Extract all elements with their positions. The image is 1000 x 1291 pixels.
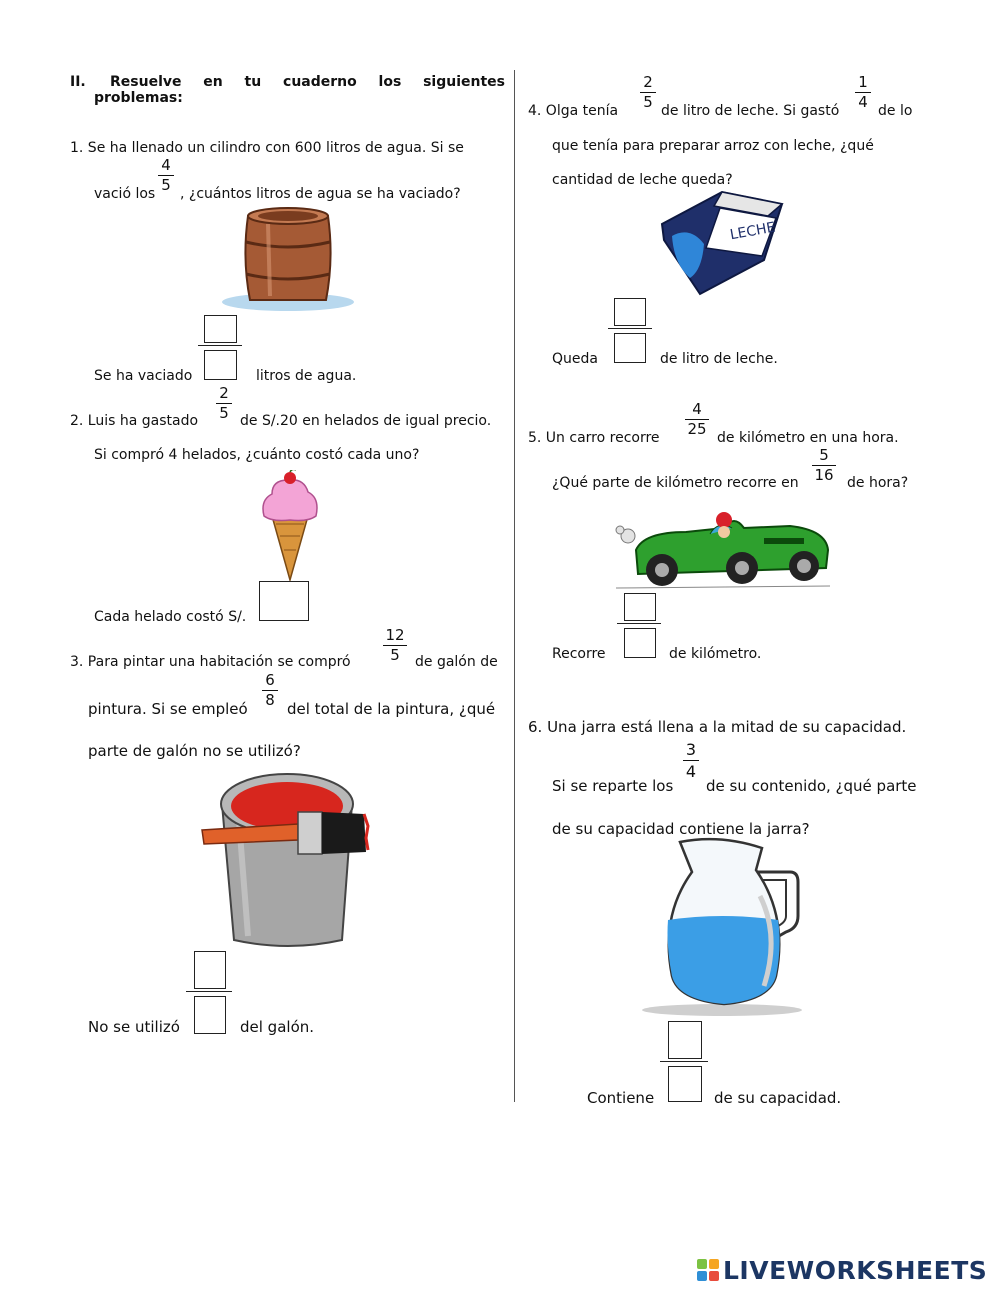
problem-4-line2: que tenía para preparar arroz con leche, ¿qué (552, 138, 874, 154)
problem-4-post: de lo (878, 103, 913, 119)
problem-6-answer-label: Contiene (587, 1089, 655, 1107)
fraction-denominator: 5 (219, 404, 229, 422)
problem-4-fraction-2 (855, 74, 871, 111)
problem-3-post: de galón de (415, 654, 498, 670)
fraction-numerator: 3 (685, 740, 697, 759)
problem-3-answer-unit: del galón. (240, 1018, 315, 1036)
problem-5-line2-pre: ¿Qué parte de kilómetro recorre en (552, 475, 799, 491)
paint-bucket-icon (198, 764, 370, 950)
problem-1-fraction (158, 157, 174, 194)
problem-6-line1: 6. Una jarra está llena a la mitad de su capacidad. (528, 718, 907, 736)
problem-6-line3: de su capacidad contiene la jarra? (552, 820, 810, 838)
fraction-bar (617, 623, 661, 624)
problem-3-pre: 3. Para pintar una habitación se compró (70, 654, 351, 670)
problem-5-answer-unit: de kilómetro. (669, 646, 762, 662)
problem-1-answer-label: Se ha vaciado (94, 368, 193, 384)
fraction-denominator: 5 (161, 176, 171, 194)
problem-6-answer-unit: de su capacidad. (714, 1089, 842, 1107)
fraction-bar (198, 345, 242, 346)
fraction-denominator: 25 (687, 420, 707, 438)
problem-2-answer-box[interactable] (259, 581, 309, 621)
fraction-bar (608, 328, 652, 329)
problem-5-answer-numerator-box[interactable] (624, 593, 656, 621)
problem-2-fraction (216, 385, 232, 422)
fraction-denominator: 8 (265, 691, 275, 709)
problem-4-pre: 4. Olga tenía (528, 103, 619, 119)
ice-cream-icon (258, 470, 322, 582)
problem-2-post: de S/.20 en helados de igual precio. (240, 413, 492, 429)
problem-6-answer-denominator-box[interactable] (668, 1066, 702, 1102)
fraction-denominator: 4 (858, 93, 868, 111)
problem-1-answer-denominator-box[interactable] (204, 350, 237, 380)
fraction-numerator: 4 (161, 156, 171, 174)
fraction-numerator: 2 (219, 384, 229, 402)
problem-5-post: de kilómetro en una hora. (717, 430, 899, 446)
problem-3-answer-numerator-box[interactable] (194, 951, 226, 989)
fraction-bar (660, 1061, 708, 1062)
problem-3-answer-denominator-box[interactable] (194, 996, 226, 1034)
fraction-numerator: 12 (385, 626, 405, 644)
fraction-denominator: 5 (643, 93, 653, 111)
car-icon (614, 508, 832, 590)
problem-5-fraction-2 (812, 447, 836, 484)
problem-4-mid: de litro de leche. Si gastó (661, 103, 840, 119)
column-divider (514, 70, 515, 1102)
milk-carton-icon (660, 186, 784, 298)
liveworksheets-logo (697, 1256, 987, 1284)
heading-line2: problemas: (94, 90, 183, 106)
problem-3-fraction (383, 627, 407, 664)
problem-1-post: , ¿cuántos litros de agua se ha vaciado? (180, 186, 461, 202)
carton-label: LECHE (728, 219, 777, 244)
problem-1-line1: 1. Se ha llenado un cilindro con 600 litros de agua. Si se (70, 140, 464, 156)
problem-2-answer-label: Cada helado costó S/. (94, 609, 247, 625)
fraction-numerator: 5 (819, 446, 829, 464)
problem-3-fraction-2 (262, 672, 278, 709)
problem-2-pre: 2. Luis ha gastado (70, 413, 199, 429)
problem-3-line2-post: del total de la pintura, ¿qué (287, 700, 496, 718)
problem-5-answer-label: Recorre (552, 646, 606, 662)
problem-4-answer-numerator-box[interactable] (614, 298, 646, 326)
fraction-numerator: 6 (265, 671, 275, 689)
problem-6-fraction (683, 740, 699, 781)
barrel-icon (218, 204, 358, 312)
problem-1-pre: vació los (94, 186, 156, 202)
problem-5-pre: 5. Un carro recorre (528, 430, 660, 446)
problem-4-answer-denominator-box[interactable] (614, 333, 646, 363)
logo-blocks-icon (697, 1259, 719, 1281)
problem-5-answer-denominator-box[interactable] (624, 628, 656, 658)
problem-1-answer-numerator-box[interactable] (204, 315, 237, 343)
problem-4-fraction (640, 74, 656, 111)
problem-3-line2-pre: pintura. Si se empleó (88, 700, 248, 718)
problem-3-line3: parte de galón no se utilizó? (88, 742, 301, 760)
fraction-denominator: 4 (685, 762, 697, 781)
problem-4-answer-label: Queda (552, 351, 598, 367)
fraction-denominator: 16 (814, 466, 834, 484)
problem-4-answer-unit: de litro de leche. (660, 351, 778, 367)
problem-3-answer-label: No se utilizó (88, 1018, 180, 1036)
problem-6-line2-post: de su contenido, ¿qué parte (706, 777, 917, 795)
fraction-numerator: 1 (858, 73, 868, 91)
problem-1-answer-unit: litros de agua. (256, 368, 357, 384)
heading-number: II. (70, 74, 86, 90)
fraction-numerator: 4 (692, 400, 702, 418)
problem-6-answer-numerator-box[interactable] (668, 1021, 702, 1059)
fraction-denominator: 5 (390, 646, 400, 664)
problem-5-fraction (685, 401, 709, 438)
fraction-numerator: 2 (643, 73, 653, 91)
problem-6-line2-pre: Si se reparte los (552, 777, 674, 795)
problem-2-line2: Si compró 4 helados, ¿cuánto costó cada uno? (94, 447, 420, 463)
problem-4-line3: cantidad de leche queda? (552, 172, 733, 188)
fraction-bar (186, 991, 232, 992)
logo-text: LIVEWORKSHEETS (723, 1255, 988, 1285)
problem-5-line2-post: de hora? (847, 475, 909, 491)
heading-line1: Resuelve en tu cuaderno los siguientes (110, 74, 505, 90)
water-jug-icon (640, 836, 806, 1018)
